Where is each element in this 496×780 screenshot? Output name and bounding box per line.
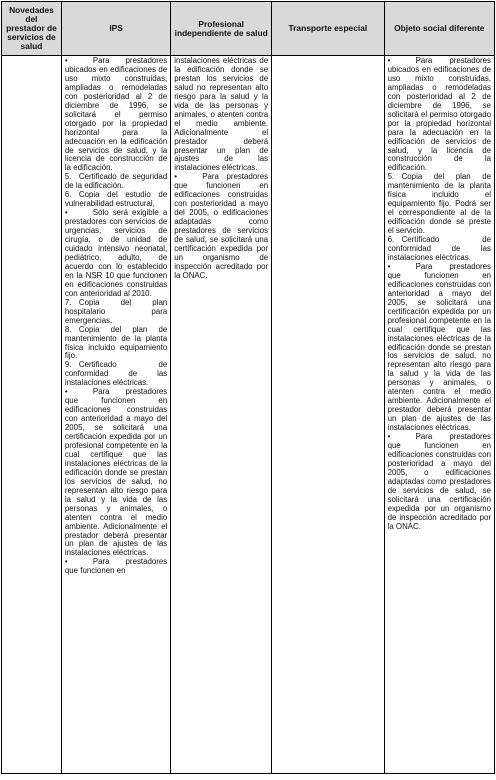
numbered-item (65, 191, 167, 209)
numbered-item (388, 173, 491, 236)
item-number: 6. (387, 235, 395, 245)
item-text: Copia del plan de mantenimiento de la planta física incluido equipamiento fijo. (64, 324, 168, 361)
item-text: Certificado de seguridad de la edificación. (64, 172, 168, 191)
requirements-table (1, 1, 495, 774)
bullet-item (388, 433, 491, 531)
cell-ips (61, 56, 170, 774)
item-text: Copia del plan hospitalario para emergencias. (64, 297, 168, 325)
bullet-text: Para prestadores ubicados en edificaciones de uso mixto construidas, ampliadas o remodeladas con posterioridad al 2 de diciembre de 1996, se solicitará el permiso otorgado por la propiedad horizontal para la adecuación en la edificación de servicios de salud, y la licencia de construcción de la edificación. (64, 56, 168, 173)
numbered-item (65, 326, 167, 362)
bullet-text: Para prestadores que funcionen en edificaciones construidas con posterioridad a mayo del 2005, o edificaciones adaptadas como prestadores de servicios de salud, se solicitará una certificación expedida por un organismo de inspección acreditado por la ONAC. (387, 432, 491, 531)
numbered-item (388, 236, 491, 263)
bullet-text: Para prestadores que funcionen en (64, 557, 168, 576)
header-profesional: Profesional independiente de salud (171, 2, 272, 56)
header-objeto-social: Objeto social diferente (384, 2, 494, 56)
paragraph: instalaciones eléctricas de la edificación donde se prestan los servicios de salud no representan alto riesgo para la salud y la vida de las personas y animales, o atenten contra el medio ambiente. Adicionalmente el prestador deberá presentar un plan de ajustes de las instalaciones eléctricas. (174, 56, 269, 173)
item-text: Copia del estudio de vulnerabilidad estructural, (64, 190, 168, 209)
bullet-item (65, 388, 167, 558)
cell-transporte (272, 56, 384, 774)
header-ips: IPS (61, 2, 170, 56)
bullet-item (388, 263, 491, 433)
cell-objeto-social (384, 56, 494, 774)
item-number: 5. (387, 172, 395, 182)
cell-profesional (171, 56, 272, 774)
table-row (2, 56, 495, 774)
bullet-item (65, 57, 167, 173)
item-text: Certificado de conformidad de las instalaciones eléctricas. (64, 360, 168, 388)
bullet-item (65, 209, 167, 299)
header-row (2, 2, 495, 56)
bullet-text: Sólo será exigible a prestadores con servicios de urgencias, servicios de cirugía, o de unidad de cuidado intensivo neonatal, pediátrico, adulto, de acuerdo con lo establecido en la NSR 10 que funcionen en edificaciones construidas con anterioridad al 2010. (64, 208, 168, 298)
numbered-item (65, 173, 167, 191)
header-novedades: Novedades del prestador de servicios de salud (2, 2, 62, 56)
item-number: 8. (64, 324, 72, 334)
bullet-text: Para prestadores que funcionen en edificaciones construidas con anterioridad a mayo del 2005, se solicitará una certificación expedida por un profesional competente en la cual certifique que las instalaciones eléctricas de la edificación donde se prestan los servicios de salud, no representan alto riesgo para la salud y la vida de las personas y animales, o atenten contra el medio ambiente. Adicionalmente el prestador deberá presentar un plan de ajustes de las instalaciones eléctricas. (64, 387, 168, 558)
item-number: 6. (64, 190, 72, 200)
bullet-text: Para prestadores que funcionen en edificaciones construidas con posterioridad a mayo del 2005, o edificaciones adaptadas como prestadores de servicios de salud, se solicitará una certificación expedida por un organismo de inspección acreditado por la ONAC. (174, 172, 269, 280)
numbered-item (65, 299, 167, 326)
item-number: 7. (64, 297, 72, 307)
bullet-item (174, 173, 268, 280)
item-text: Copia del plan de mantenimiento de la planta física incluido el equipamiento fijo. Podrá ser el correspondiente al de la edificación donde se preste el servicio. (387, 172, 491, 236)
numbered-item (65, 361, 167, 388)
bullet-item (65, 558, 167, 576)
item-text: Certificado de conformidad de las instalaciones eléctricas. (387, 235, 491, 262)
bullet-item (388, 57, 491, 173)
header-transporte: Transporte especial (272, 2, 384, 56)
item-number: 9. (64, 360, 72, 370)
bullet-text: Para prestadores ubicados en edificaciones de uso mixto construidas, ampliadas o remodeladas con posterioridad al 2 de diciembre de 1996, se solicitará el permiso otorgado por la propiedad horizontal para la adecuación en la edificación de servicios de salud, y la licencia de construcción de la edificación. (387, 56, 491, 173)
item-number: 5. (64, 172, 72, 182)
cell-novedades (2, 56, 62, 774)
bullet-text: Para prestadores que funcionen en edificaciones construidas con anterioridad a mayo del 2005, se solicitará una certificación expedida por un profesional competente en la cual certifique que las instalaciones eléctricas de la edificación donde se prestan los servicios de salud, no representan alto riesgo para la salud y la vida de las personas y animales, o atenten contra el medio ambiente. Adicionalmente el prestador deberá presentar un plan de ajustes de las instalaciones eléctricas. (387, 261, 491, 433)
